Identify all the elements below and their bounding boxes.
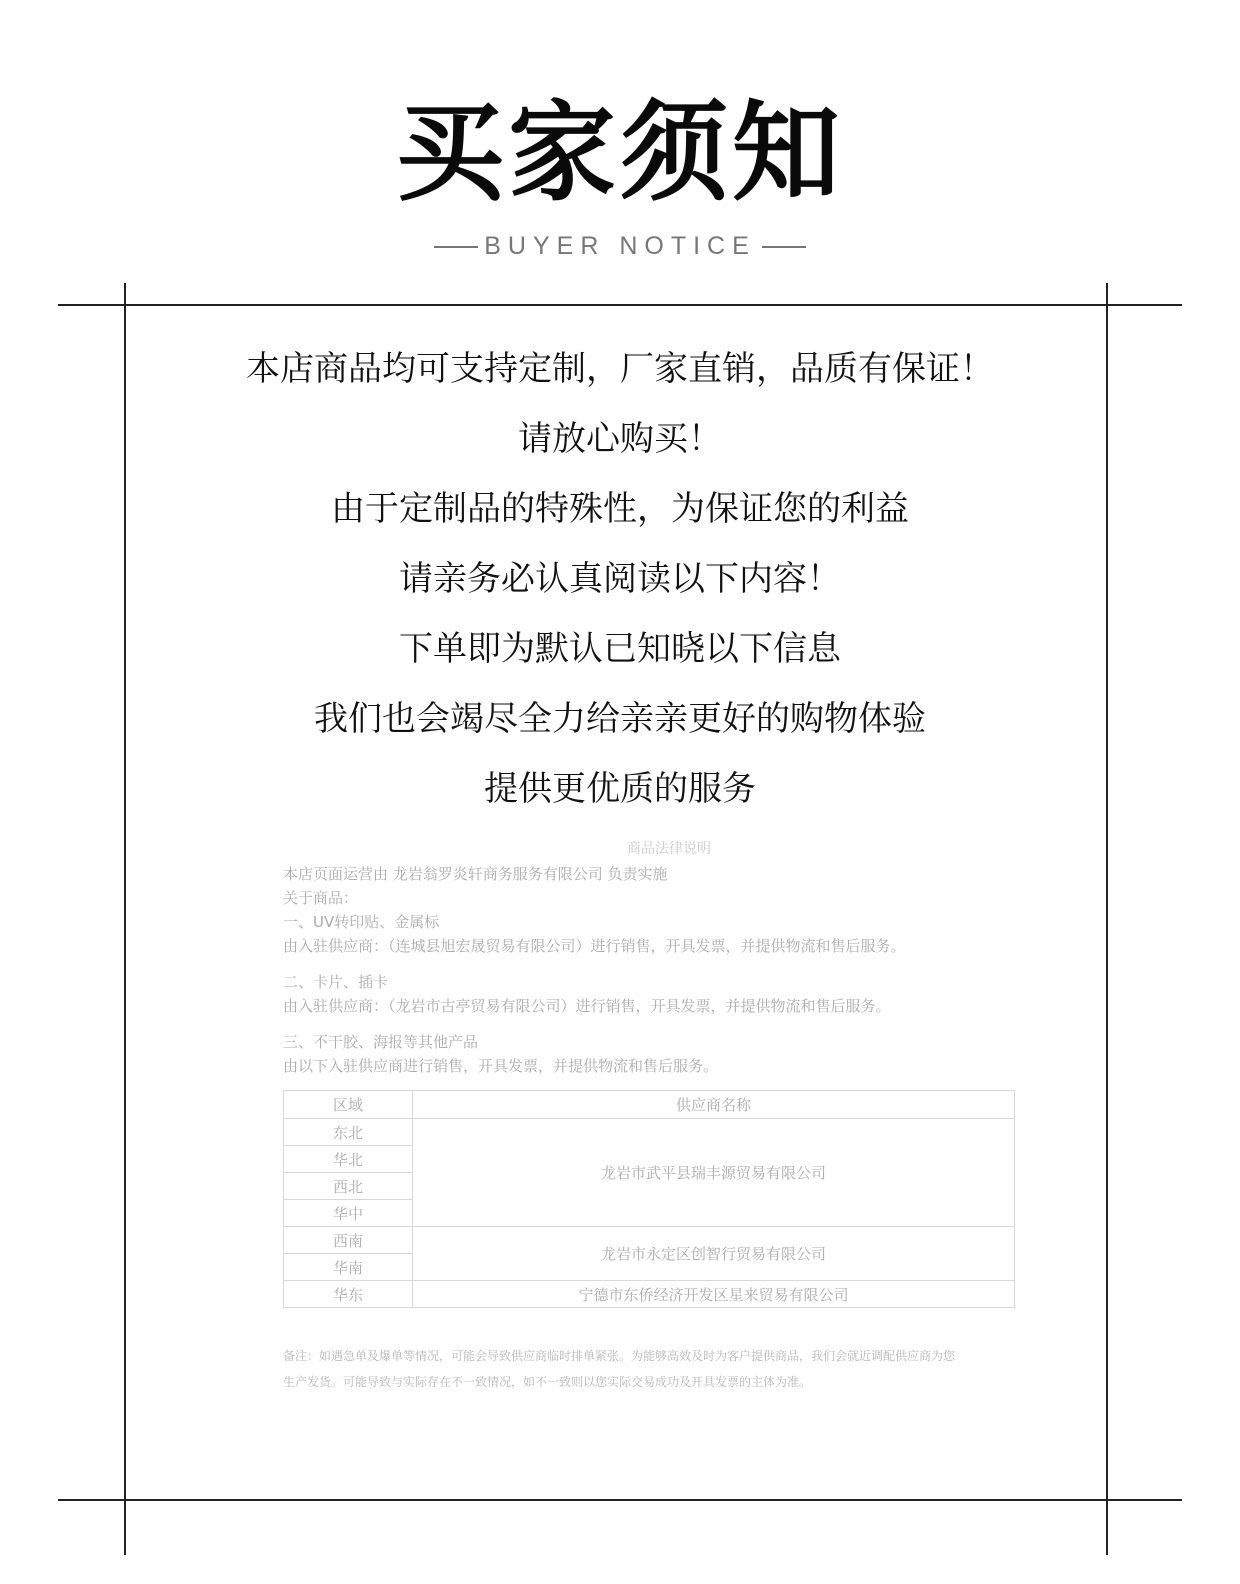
- notice-line: 提供更优质的服务: [484, 769, 756, 809]
- legal-item-text: 由入驻供应商：（龙岩市古亭贸易有限公司）进行销售，开具发票，并提供物流和售后服务。: [283, 997, 891, 1015]
- subtitle-text: BUYER NOTICE: [484, 232, 756, 260]
- table-row: [284, 1281, 1015, 1308]
- supplier-cell: 宁德市东侨经济开发区星来贸易有限公司: [413, 1281, 1015, 1308]
- region-cell: 华北: [284, 1146, 413, 1173]
- legal-section: [283, 838, 1055, 1308]
- region-cell: 西南: [284, 1227, 413, 1254]
- table-row: [284, 1119, 1015, 1146]
- notice-block: [130, 334, 1110, 824]
- legal-item-heading: 三、不干胶、海报等其他产品: [283, 1033, 479, 1051]
- page-subtitle: [0, 232, 1240, 261]
- notice-line: 本店商品均可支持定制，厂家直销，品质有保证！: [246, 349, 994, 389]
- subtitle-right-dash: [762, 246, 806, 248]
- legal-item-heading: 二、卡片、插卡: [283, 973, 389, 991]
- supplier-cell: 龙岩市武平县瑞丰源贸易有限公司: [413, 1119, 1015, 1227]
- region-cell: 华中: [284, 1200, 413, 1227]
- legal-title: 商品法律说明: [627, 841, 711, 857]
- legal-item-heading: 一、UV转印贴、金属标: [283, 913, 440, 931]
- legal-item-text: 由入驻供应商：（连城县旭宏晟贸易有限公司）进行销售，开具发票，并提供物流和售后服务。: [283, 937, 906, 955]
- frame-left-line: [124, 283, 126, 1555]
- notice-line: 请亲务必认真阅读以下内容！: [399, 559, 841, 599]
- remark-line: 生产发货。可能导致与实际存在不一致情况，如不一致则以您实际交易成功及开具发票的主体为准。: [283, 1375, 812, 1389]
- table-row: [284, 1227, 1015, 1254]
- legal-about: 关于商品：: [283, 889, 359, 907]
- notice-line: 我们也会竭尽全力给亲亲更好的购物体验: [314, 699, 926, 739]
- remark-block: [283, 1343, 1053, 1395]
- region-cell: 华南: [284, 1254, 413, 1281]
- page-title: 买家须知: [395, 91, 844, 216]
- legal-operator: 本店页面运营由 龙岩翁罗炎轩商务服务有限公司 负责实施: [283, 865, 668, 883]
- notice-line: 下单即为默认已知晓以下信息: [399, 629, 841, 669]
- region-cell: 西北: [284, 1173, 413, 1200]
- table-header-row: [284, 1091, 1015, 1119]
- region-cell: 华东: [284, 1281, 413, 1308]
- table-header-supplier: 供应商名称: [413, 1091, 1015, 1119]
- supplier-table: [283, 1090, 1015, 1308]
- supplier-cell: 龙岩市永定区创智行贸易有限公司: [413, 1227, 1015, 1281]
- frame-bottom-line: [58, 1499, 1182, 1501]
- legal-item-text: 由以下入驻供应商进行销售，开具发票，并提供物流和售后服务。: [283, 1057, 719, 1075]
- notice-line: 由于定制品的特殊性，为保证您的利益: [331, 489, 909, 529]
- table-header-region: 区域: [284, 1091, 413, 1119]
- region-cell: 东北: [284, 1119, 413, 1146]
- subtitle-left-dash: [434, 246, 478, 248]
- frame-top-line: [58, 304, 1182, 306]
- remark-line: 备注：如遇急单及爆单等情况，可能会导致供应商临时排单紧张。为能够高效及时为客户提供商品，我们会就近调配供应商为您: [283, 1349, 956, 1363]
- notice-line: 请放心购买！: [518, 419, 722, 459]
